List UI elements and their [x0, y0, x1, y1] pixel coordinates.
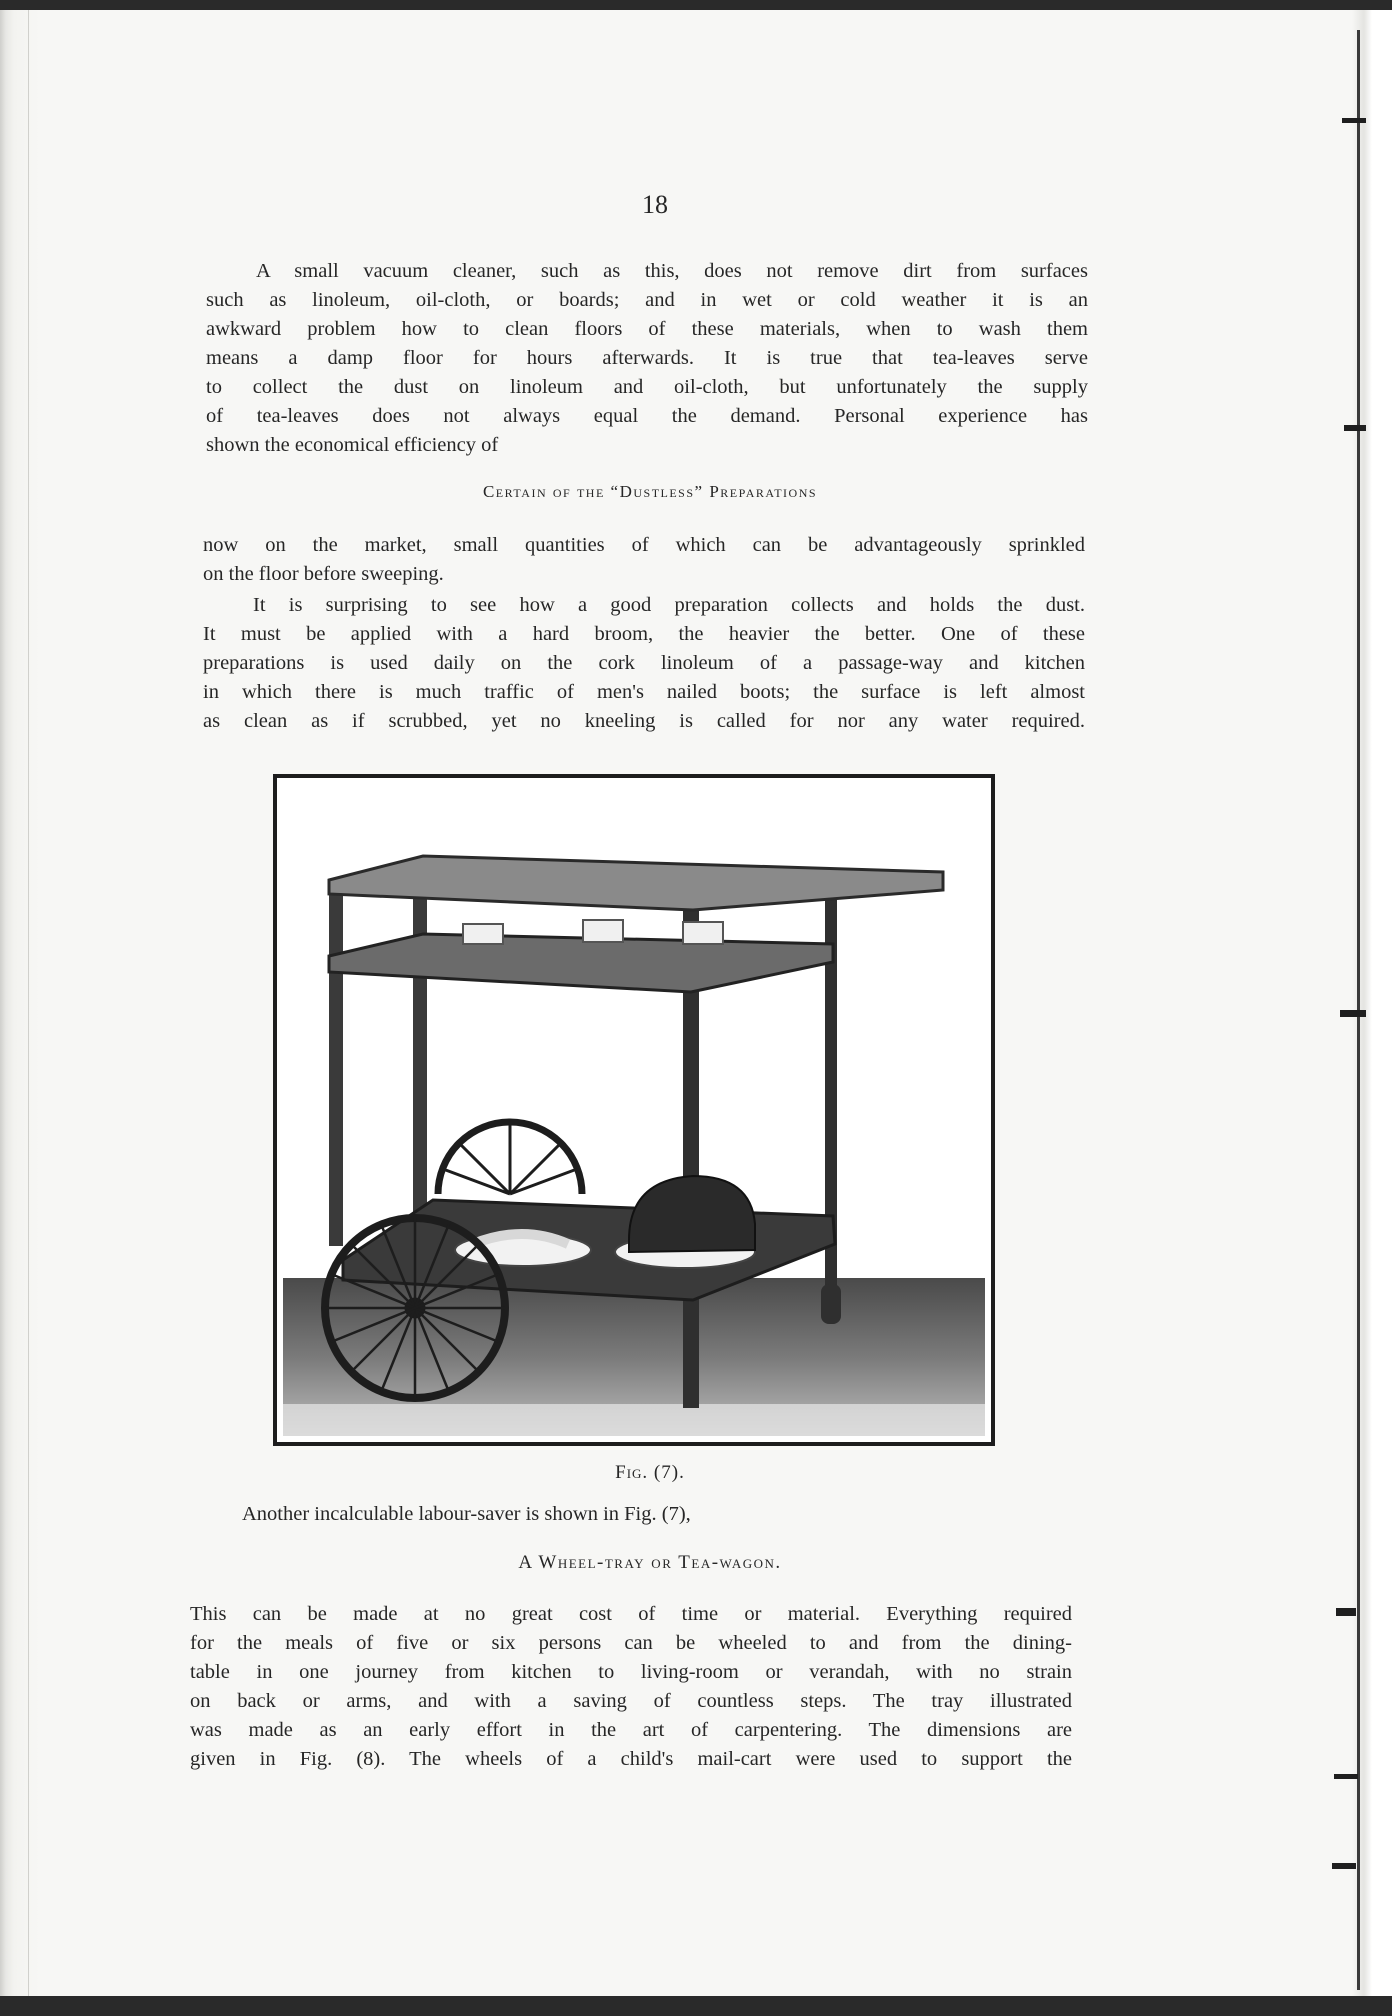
tea-wagon-photograph: [273, 774, 995, 1446]
text-line: as clean as if scrubbed, yet no kneeling is called for nor any water required.: [203, 710, 1085, 732]
book-page: [0, 10, 1392, 2006]
text-line: This can be made at no great cost of time or material. Everything required: [190, 1603, 1072, 1625]
text-line: in which there is much traffic of men's nailed boots; the surface is left almost: [203, 681, 1085, 703]
cup: [463, 924, 503, 944]
text-line: now on the market, small quantities of which can be advantageously sprinkled: [203, 534, 1085, 556]
binding-mark: [1336, 1608, 1356, 1616]
text-line: for the meals of five or six persons can be wheeled to and from the dining-: [190, 1632, 1072, 1654]
text-line: was made as an early effort in the art of carpentering. The dimensions are: [190, 1719, 1072, 1741]
text-line: It must be applied with a hard broom, the heavier the better. One of these: [203, 623, 1085, 645]
text-line: table in one journey from kitchen to living-room or verandah, with no strain: [190, 1661, 1072, 1683]
cup: [583, 920, 623, 942]
section-heading: A Wheel-tray or Tea-wagon.: [518, 1552, 782, 1573]
section-heading: Certain of the “Dustless” Preparations: [482, 482, 818, 501]
binding-mark: [1344, 425, 1366, 431]
scan-bottom-border: [0, 1996, 1392, 2016]
text-line: awkward problem how to clean floors of these materials, when to wash them: [206, 318, 1088, 340]
text-line: means a damp floor for hours afterwards. It is true that tea-leaves serve: [206, 347, 1088, 369]
page-left-shadow: [0, 10, 40, 2006]
photo-floor-highlight: [283, 1404, 985, 1436]
binding-mark: [1340, 1010, 1366, 1017]
text-line: A small vacuum cleaner, such as this, does not remove dirt from surfaces: [256, 260, 1088, 282]
figure-caption: Fig. (7).: [615, 1462, 685, 1483]
front-wheel: [325, 1218, 505, 1398]
binding-mark: [1332, 1863, 1356, 1869]
binding-mark: [1342, 118, 1366, 123]
text-line: shown the economical efficiency of: [206, 434, 499, 456]
page-number: 18: [642, 190, 668, 219]
text-line: preparations is used daily on the cork linoleum of a passage-way and kitchen: [203, 652, 1085, 674]
text-line: of tea-leaves does not always equal the demand. Personal experience has: [206, 405, 1088, 427]
text-line: on the floor before sweeping.: [203, 563, 444, 585]
text-line: such as linoleum, oil-cloth, or boards; and in wet or cold weather it is an: [206, 289, 1088, 311]
text-line: It is surprising to see how a good preparation collects and holds the dust.: [253, 594, 1085, 616]
tea-wagon-illustration: [283, 784, 985, 1436]
text-line: given in Fig. (8). The wheels of a child's mail-cart were used to support the: [190, 1748, 1072, 1770]
cup: [683, 922, 723, 944]
binding-mark: [1334, 1774, 1358, 1779]
cart-caster: [821, 1284, 841, 1324]
page-left-fold-line: [28, 10, 29, 2006]
paragraph-4: Another incalculable labour-saver is shown in Fig. (7),: [242, 1503, 691, 1525]
text-line: on back or arms, and with a saving of countless steps. The tray illustrated: [190, 1690, 1072, 1712]
text-line: to collect the dust on linoleum and oil-cloth, but unfortunately the supply: [206, 376, 1088, 398]
cart-leg: [329, 886, 343, 1246]
